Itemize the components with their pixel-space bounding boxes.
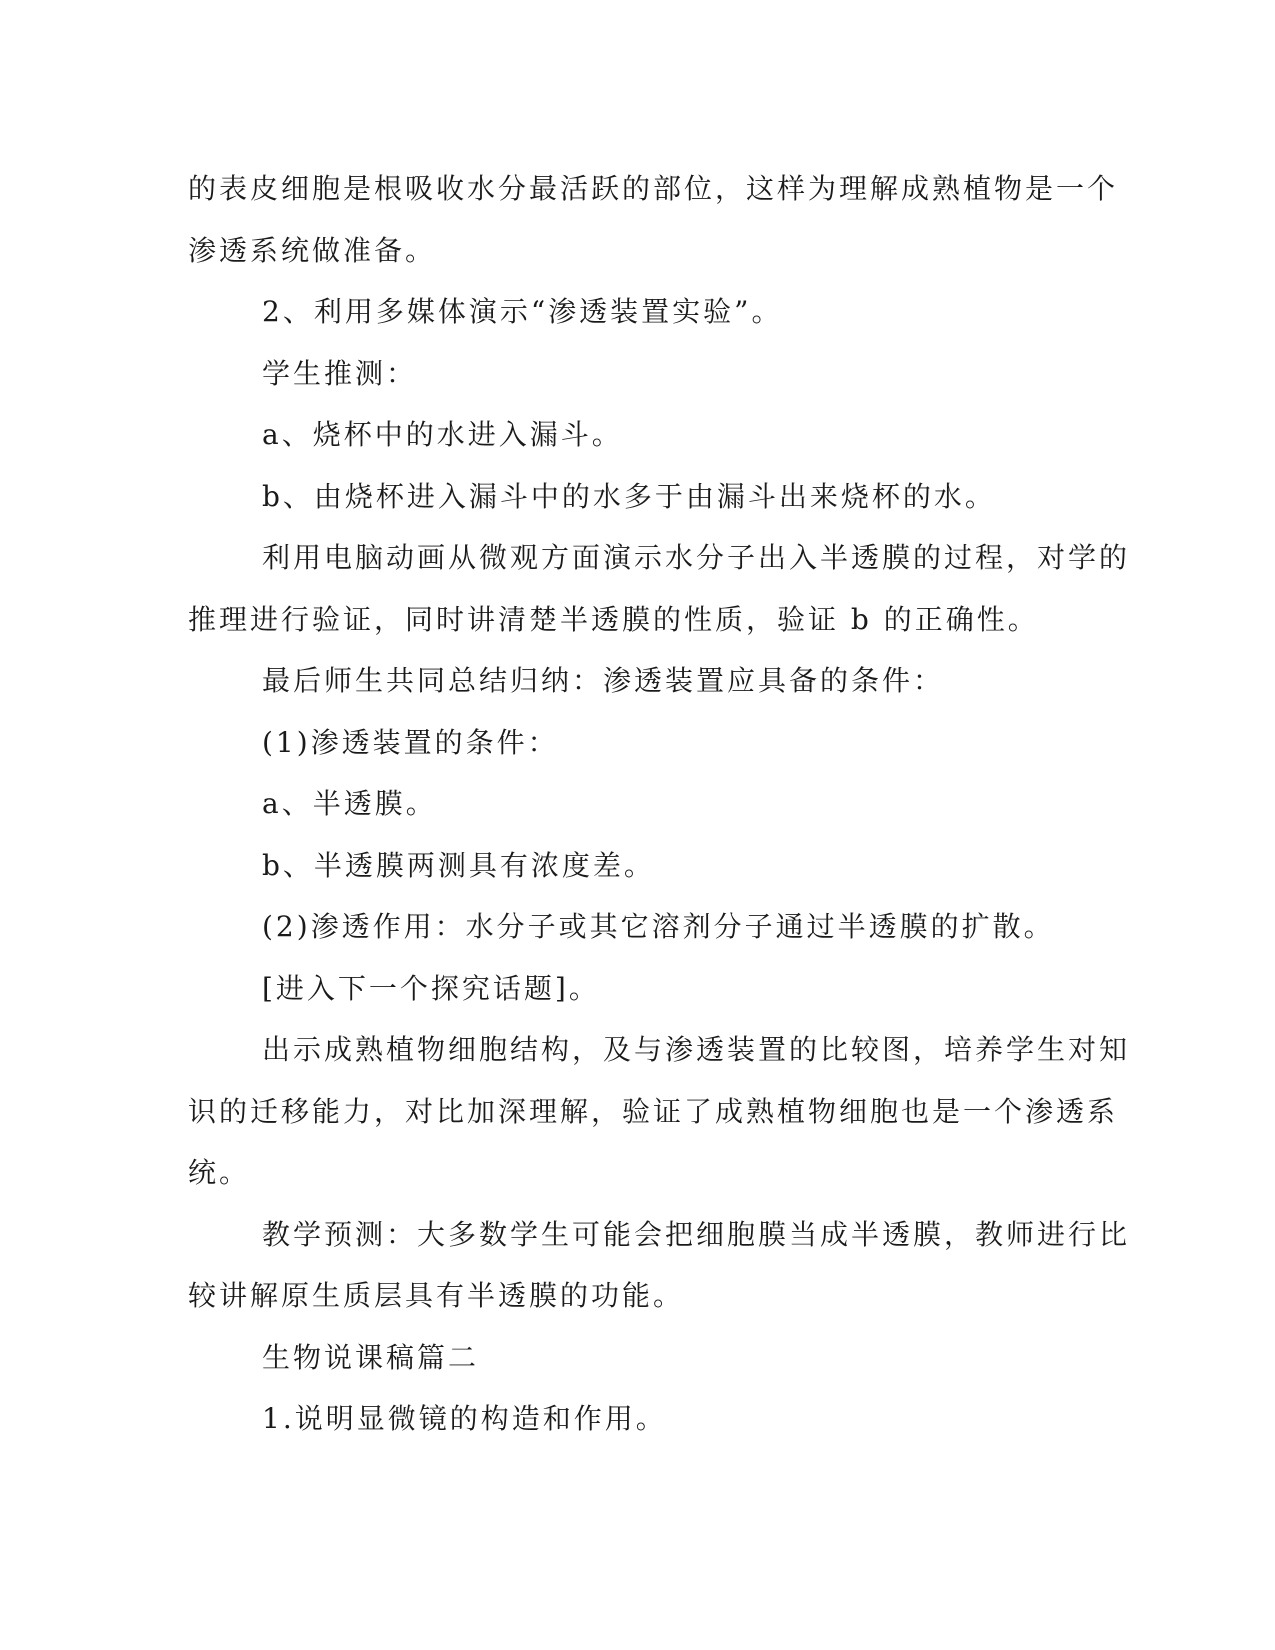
text-line: a、半透膜。 bbox=[262, 787, 437, 820]
text-line: 2、利用多媒体演示“渗透装置实验”。 bbox=[262, 295, 783, 328]
text-line: 较讲解原生质层具有半透膜的功能。 bbox=[188, 1279, 685, 1312]
section-heading: 生物说课稿篇二 bbox=[262, 1340, 480, 1374]
text-line: 出示成熟植物细胞结构，及与渗透装置的比较图，培养学生对知 bbox=[262, 1033, 1131, 1066]
text-line: 1.说明显微镜的构造和作用。 bbox=[262, 1402, 667, 1435]
text-line: 统。 bbox=[188, 1156, 251, 1189]
document-body bbox=[188, 158, 1131, 1450]
text-line: 利用电脑动画从微观方面演示水分子出入半透膜的过程，对学的 bbox=[262, 541, 1131, 574]
text-line: b、由烧杯进入漏斗中的水多于由漏斗出来烧杯的水。 bbox=[262, 479, 996, 513]
text-line: 教学预测：大多数学生可能会把细胞膜当成半透膜，教师进行比 bbox=[262, 1217, 1131, 1251]
text-line: 识的迁移能力，对比加深理解，验证了成熟植物细胞也是一个渗透系 bbox=[188, 1094, 1119, 1128]
text-line: b、半透膜两测具有浓度差。 bbox=[262, 848, 655, 882]
text-line: [进入下一个探究话题]。 bbox=[262, 971, 600, 1005]
text-line: 的表皮细胞是根吸收水分最活跃的部位，这样为理解成熟植物是一个 bbox=[188, 172, 1119, 205]
text-line: (1)渗透装置的条件： bbox=[262, 725, 559, 759]
text-line: 渗透系统做准备。 bbox=[188, 233, 437, 267]
text-line: (2)渗透作用：水分子或其它溶剂分子通过半透膜的扩散。 bbox=[262, 910, 1055, 943]
text-line: a、烧杯中的水进入漏斗。 bbox=[262, 418, 623, 451]
text-line: 推理进行验证，同时讲清楚半透膜的性质，验证 b 的正确性。 bbox=[188, 602, 1039, 636]
text-line: 最后师生共同总结归纳：渗透装置应具备的条件： bbox=[262, 664, 945, 697]
text-line: 学生推测： bbox=[262, 356, 418, 390]
